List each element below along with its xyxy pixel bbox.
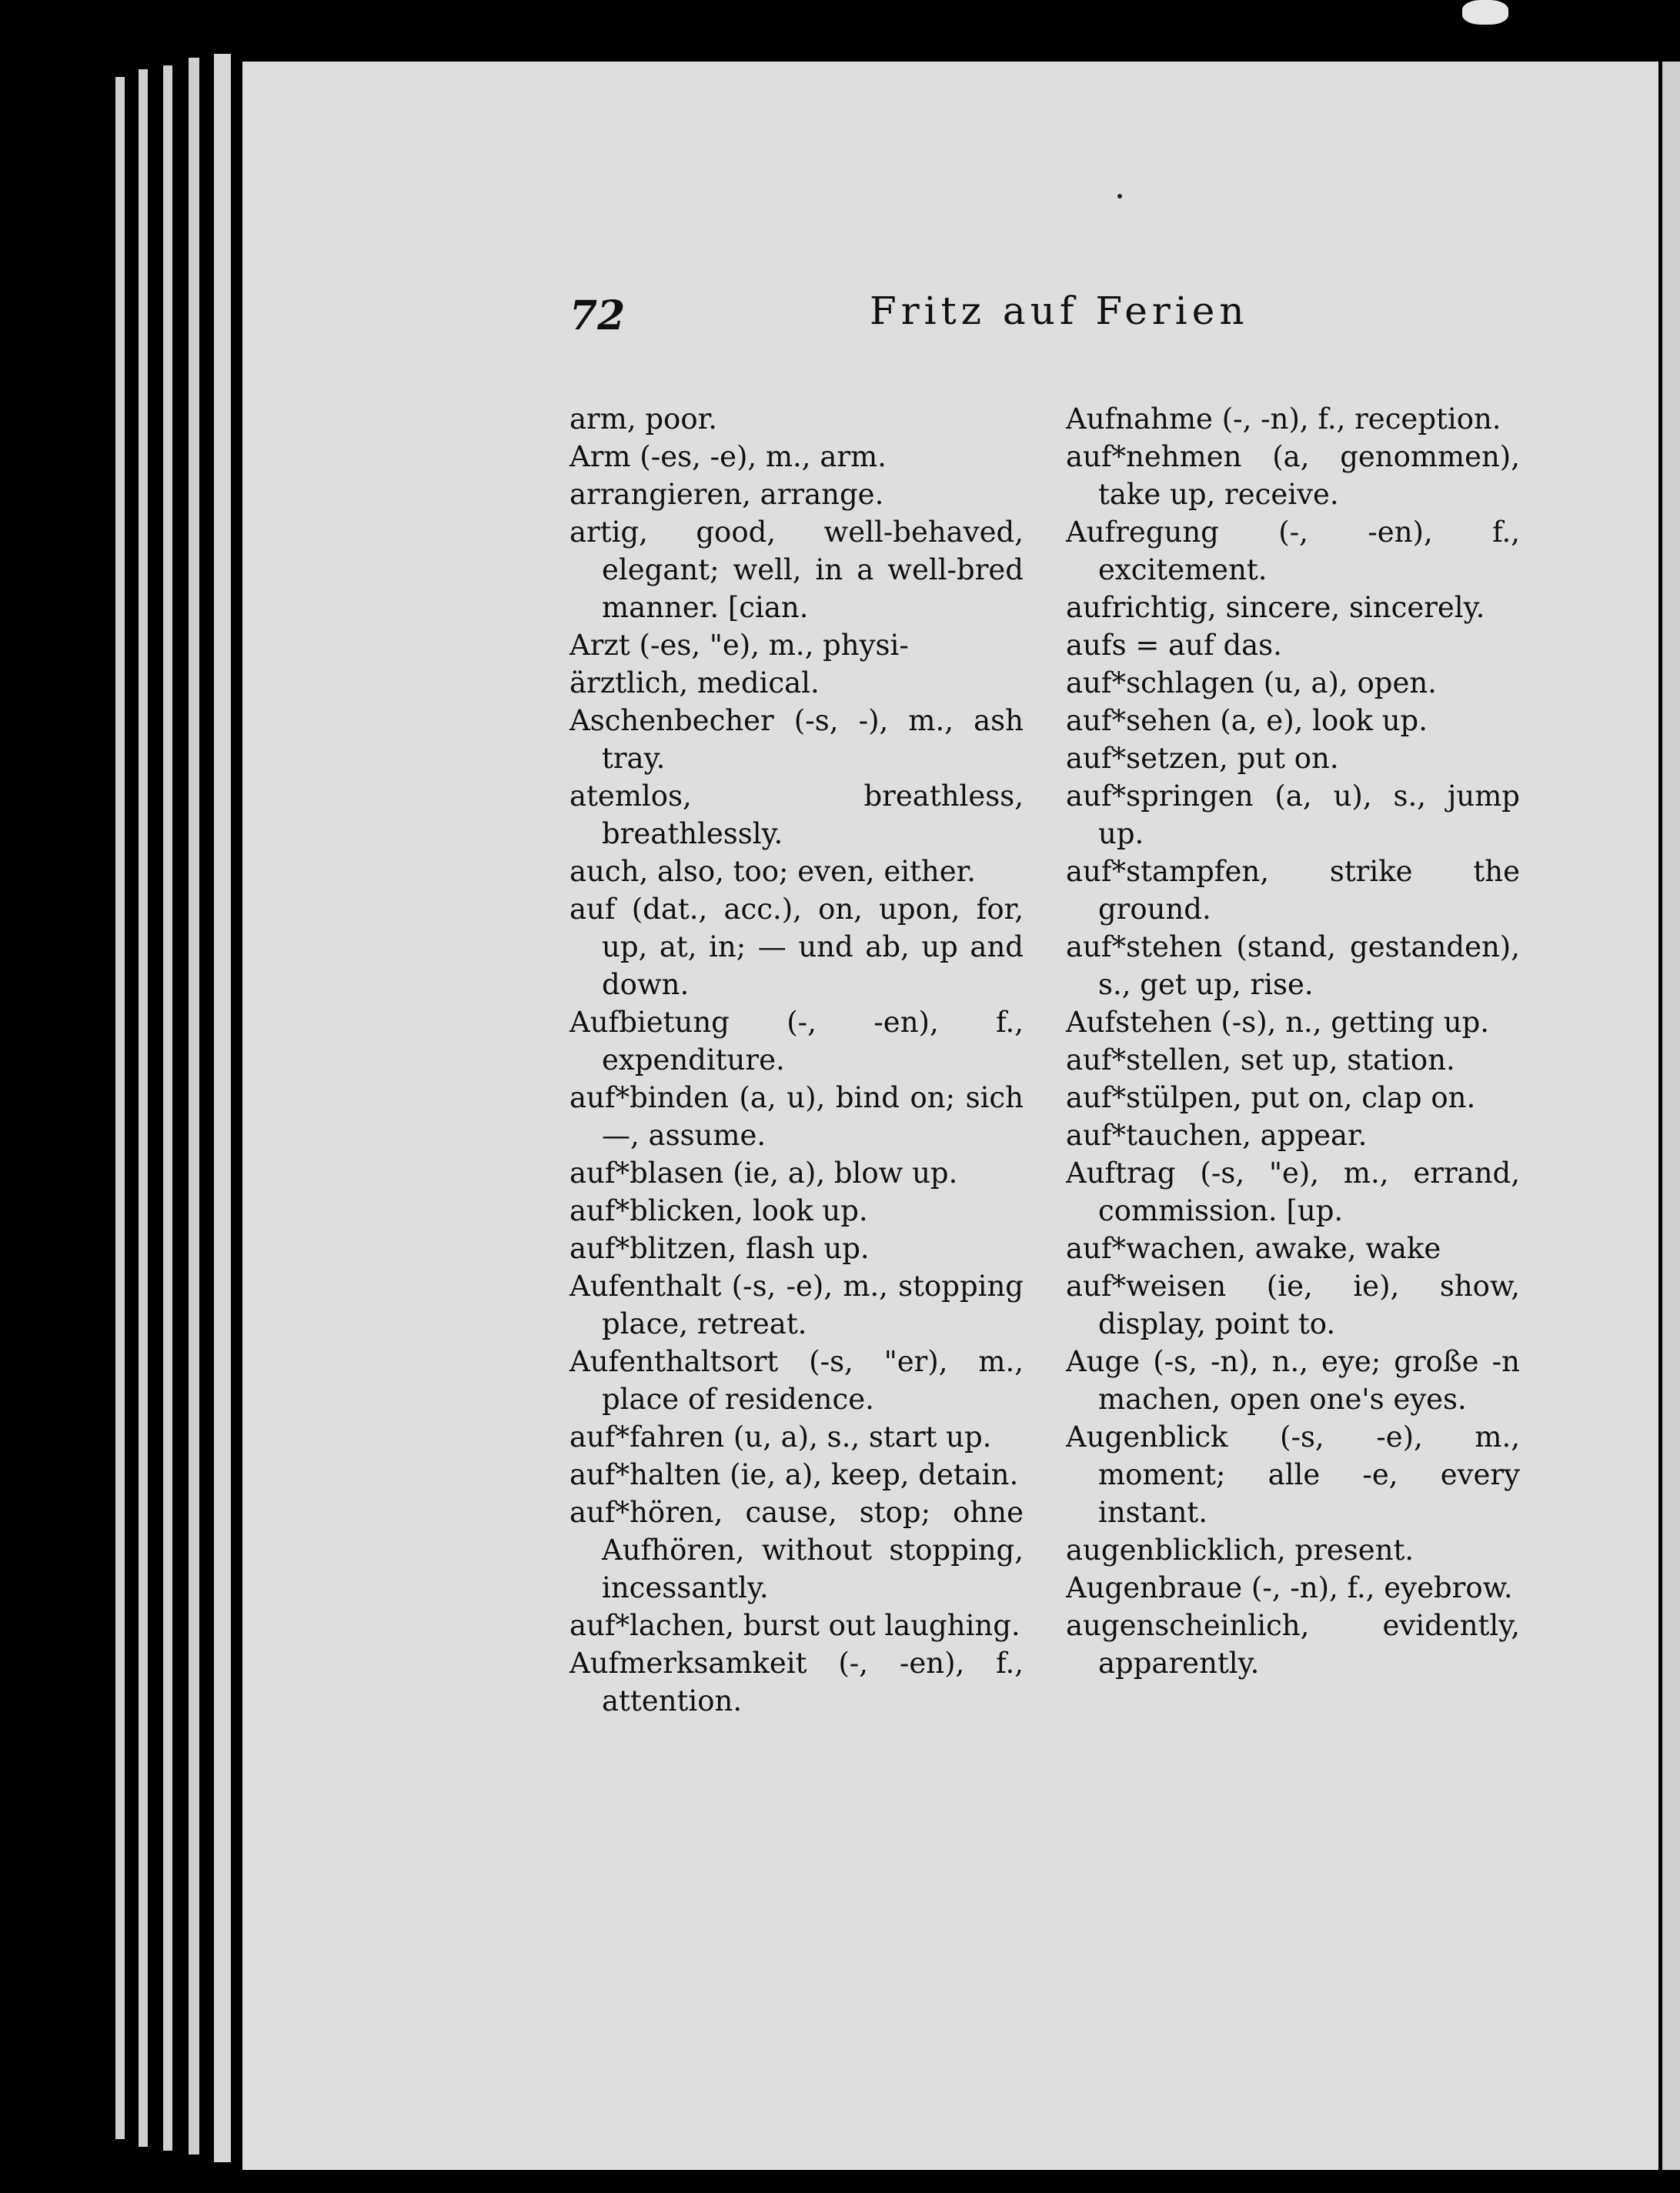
- dictionary-entry: ärztlich, medical.: [569, 666, 820, 699]
- dictionary-entry: auf*halten (ie, a), keep, detain.: [569, 1458, 1019, 1491]
- dictionary-entry: auf*blasen (ie, a), blow up.: [569, 1157, 958, 1190]
- corner-blot: [1462, 0, 1508, 25]
- dictionary-entry: auch, also, too; even, either.: [569, 855, 977, 888]
- page-edge: [189, 58, 199, 2155]
- page-number: 72: [569, 292, 626, 339]
- dictionary-entry: auf*setzen, put on.: [1066, 742, 1339, 775]
- dictionary-entry: Aschenbecher (-s, -), m., ash tray.: [569, 704, 1024, 775]
- dictionary-entry: auf*fahren (u, a), s., start up.: [569, 1420, 992, 1454]
- dictionary-entry: Augenblick (-s, -e), m., moment; alle -e, every instant.: [1066, 1420, 1520, 1529]
- dictionary-entry: Auge (-s, -n), n., eye; große -n machen, open one's eyes.: [1066, 1345, 1520, 1416]
- dictionary-entry: Aufmerksamkeit (-, -en), f., attention.: [569, 1647, 1024, 1717]
- dictionary-entry: auf (dat., acc.), on, upon, for, up, at, in; — und ab, up and down.: [569, 893, 1024, 1001]
- dictionary-entry: Aufstehen (-s), n., getting up.: [1066, 1006, 1490, 1039]
- dictionary-entry: auf*blicken, look up.: [569, 1194, 868, 1227]
- dictionary-entry: auf*stampfen, strike the ground.: [1066, 855, 1520, 926]
- facing-page-edge: [1662, 62, 1680, 2170]
- dictionary-entry: auf*springen (a, u), s., jump up.: [1066, 779, 1520, 850]
- dictionary-entry: auf*weisen (ie, ie), show, display, point to.: [1066, 1270, 1520, 1340]
- dictionary-entry: artig, good, well-behaved, elegant; well, in a well-bred manner. [cian.: [569, 516, 1024, 624]
- dictionary-entry: auf*stülpen, put on, clap on.: [1066, 1081, 1476, 1114]
- dictionary-entry: auf*stellen, set up, station.: [1066, 1043, 1455, 1076]
- dictionary-entry: Aufenthaltsort (-s, "er), m., place of residence.: [569, 1345, 1024, 1416]
- speck: [1117, 194, 1122, 199]
- running-title: Fritz auf Ferien: [870, 289, 1249, 333]
- dictionary-entry: Auftrag (-s, "e), m., errand, commission. [up.: [1066, 1157, 1520, 1227]
- dictionary-entry: Aufregung (-, -en), f., excitement.: [1066, 516, 1520, 586]
- dictionary-entry: auf*lachen, burst out laughing.: [569, 1609, 1020, 1642]
- dictionary-entry: auf*blitzen, flash up.: [569, 1232, 870, 1265]
- dictionary-entry: arm, poor.: [569, 402, 717, 436]
- dictionary-entry: Aufbietung (-, -en), f., expenditure.: [569, 1006, 1024, 1076]
- page-edge: [214, 54, 231, 2162]
- dictionary-entry: atemlos, breathless, breathlessly.: [569, 779, 1024, 850]
- dictionary-entry: auf*wachen, awake, wake: [1066, 1232, 1441, 1265]
- dictionary-entry: augenscheinlich, evidently, apparently.: [1066, 1609, 1520, 1680]
- dictionary-entry: arrangieren, arrange.: [569, 478, 884, 511]
- page-edge: [139, 69, 148, 2147]
- dictionary-entry: Augenbraue (-, -n), f., eyebrow.: [1066, 1571, 1513, 1604]
- dictionary-entry: Arm (-es, -e), m., arm.: [569, 440, 887, 473]
- dictionary-entry: Aufenthalt (-s, -e), m., stopping place, retreat.: [569, 1270, 1024, 1340]
- page-edge: [163, 65, 172, 2151]
- dictionary-entry: aufs = auf das.: [1066, 629, 1282, 662]
- dictionary-entry: Arzt (-es, "e), m., physi-: [569, 629, 909, 662]
- dictionary-entry: auf*hören, cause, stop; ohne Aufhören, without stopping, incessantly.: [569, 1496, 1024, 1604]
- page-edge: [115, 77, 125, 2139]
- right-column: [1066, 400, 1520, 1682]
- dictionary-entry: auf*nehmen (a, genommen), take up, receive.: [1066, 440, 1520, 511]
- dictionary-entry: auf*tauchen, appear.: [1066, 1119, 1368, 1152]
- dictionary-entry: augenblicklich, present.: [1066, 1534, 1414, 1567]
- dictionary-entry: auf*stehen (stand, gestanden), s., get up, rise.: [1066, 930, 1520, 1001]
- left-column: [569, 400, 1024, 1720]
- dictionary-entry: auf*schlagen (u, a), open.: [1066, 666, 1437, 699]
- dictionary-entry: aufrichtig, sincere, sincerely.: [1066, 591, 1485, 624]
- dictionary-entry: auf*binden (a, u), bind on; sich —, assume.: [569, 1081, 1024, 1152]
- dictionary-entry: Aufnahme (-, -n), f., reception.: [1066, 402, 1501, 436]
- dictionary-entry: auf*sehen (a, e), look up.: [1066, 704, 1428, 737]
